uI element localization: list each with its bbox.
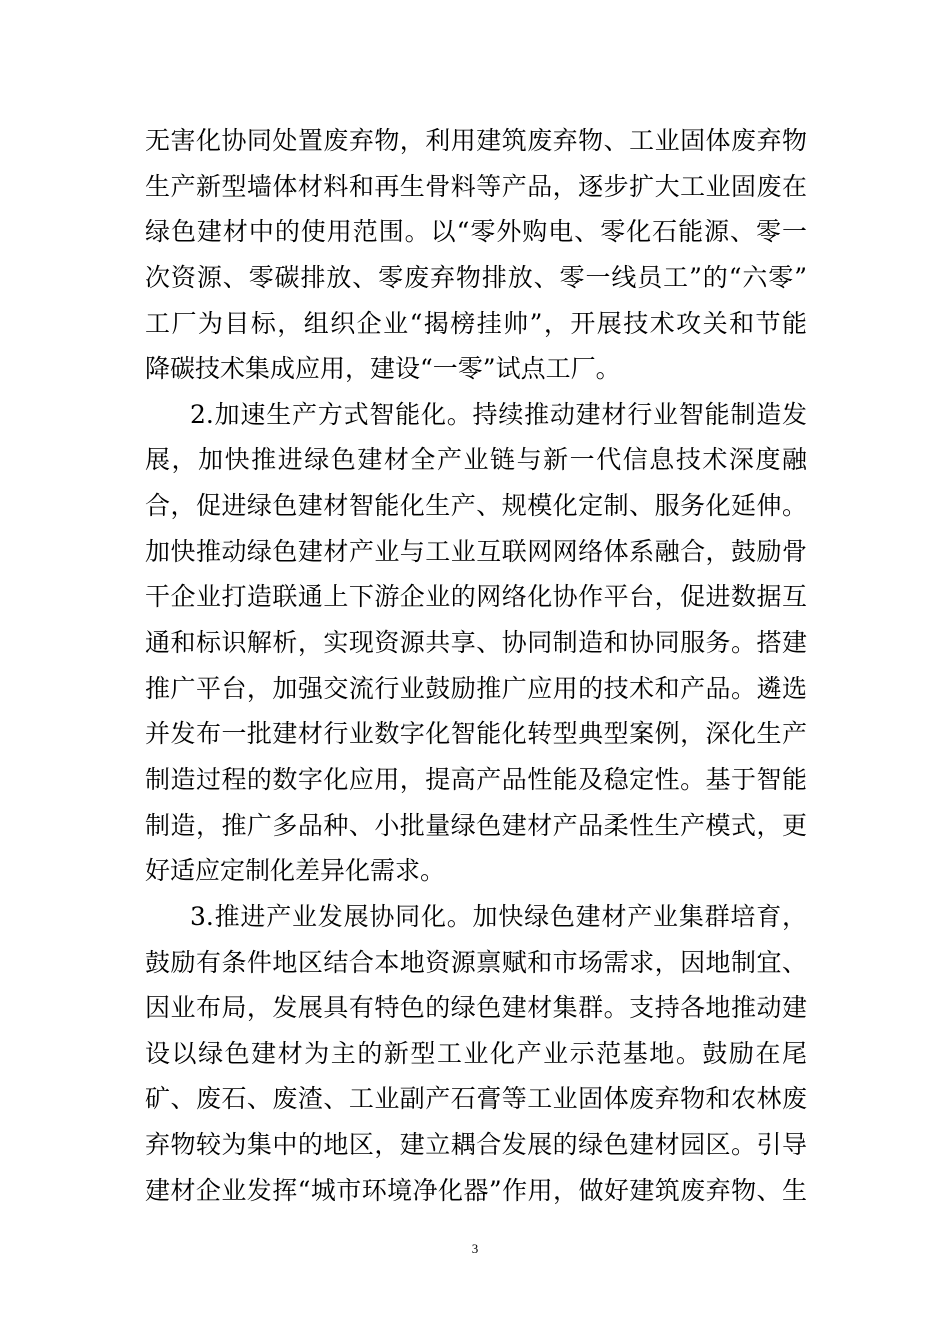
text-line: 好适应定制化差异化需求。 (145, 856, 446, 886)
text-line: 合，促进绿色建材智能化生产、规模化定制、服务化延伸。 (145, 491, 807, 521)
text-line: 生产新型墙体材料和再生骨料等产品，逐步扩大工业固废在 (145, 171, 807, 201)
text-line: 降碳技术集成应用，建设“一零”试点工厂。 (145, 354, 621, 384)
text-line-heading: 2.加速生产方式智能化。持续推动建材行业智能制造发 (190, 399, 807, 429)
text-line: 绿色建材中的使用范围。以“零外购电、零化石能源、零一 (145, 217, 807, 247)
text-line: 矿、废石、废渣、工业副产石膏等工业固体废弃物和农林废 (145, 1084, 807, 1114)
text-line: 因业布局，发展具有特色的绿色建材集群。支持各地推动建 (145, 993, 807, 1023)
page-number: 3 (471, 1241, 479, 1256)
text-line: 推广平台，加强交流行业鼓励推广应用的技术和产品。遴选 (145, 673, 807, 703)
text-line: 展，加快推进绿色建材全产业链与新一代信息技术深度融 (145, 445, 807, 475)
text-line: 通和标识解析，实现资源共享、协同制造和协同服务。搭建 (145, 628, 807, 658)
text-line: 无害化协同处置废弃物，利用建筑废弃物、工业固体废弃物 (145, 126, 807, 155)
text-line: 制造过程的数字化应用，提高产品性能及稳定性。基于智能 (145, 764, 807, 794)
text-line: 设以绿色建材为主的新型工业化产业示范基地。鼓励在尾 (145, 1038, 807, 1068)
text-line: 并发布一批建材行业数字化智能化转型典型案例，深化生产 (145, 719, 807, 749)
text-line: 制造，推广多品种、小批量绿色建材产品柔性生产模式，更 (145, 810, 807, 840)
text-line: 鼓励有条件地区结合本地资源禀赋和市场需求，因地制宜、 (145, 947, 807, 977)
text-line: 工厂为目标，组织企业“揭榜挂帅”，开展技术攻关和节能 (145, 308, 807, 338)
text-line: 次资源、零碳排放、零废弃物排放、零一线员工”的“六零” (145, 262, 807, 292)
paragraph-continuation (145, 118, 807, 392)
text-line: 建材企业发挥“城市环境净化器”作用，做好建筑废弃物、生 (145, 1175, 807, 1205)
body-text (145, 118, 807, 1213)
text-line-heading: 3.推进产业发展协同化。加快绿色建材产业集群培育， (190, 901, 807, 931)
paragraph-2-intelligent-production (145, 392, 807, 894)
text-line: 加快推动绿色建材产业与工业互联网网络体系融合，鼓励骨 (145, 536, 807, 566)
paragraph-3-industry-coordination (145, 894, 807, 1213)
text-line: 弃物较为集中的地区，建立耦合发展的绿色建材园区。引导 (145, 1130, 807, 1160)
text-line: 干企业打造联通上下游企业的网络化协作平台，促进数据互 (145, 582, 807, 612)
